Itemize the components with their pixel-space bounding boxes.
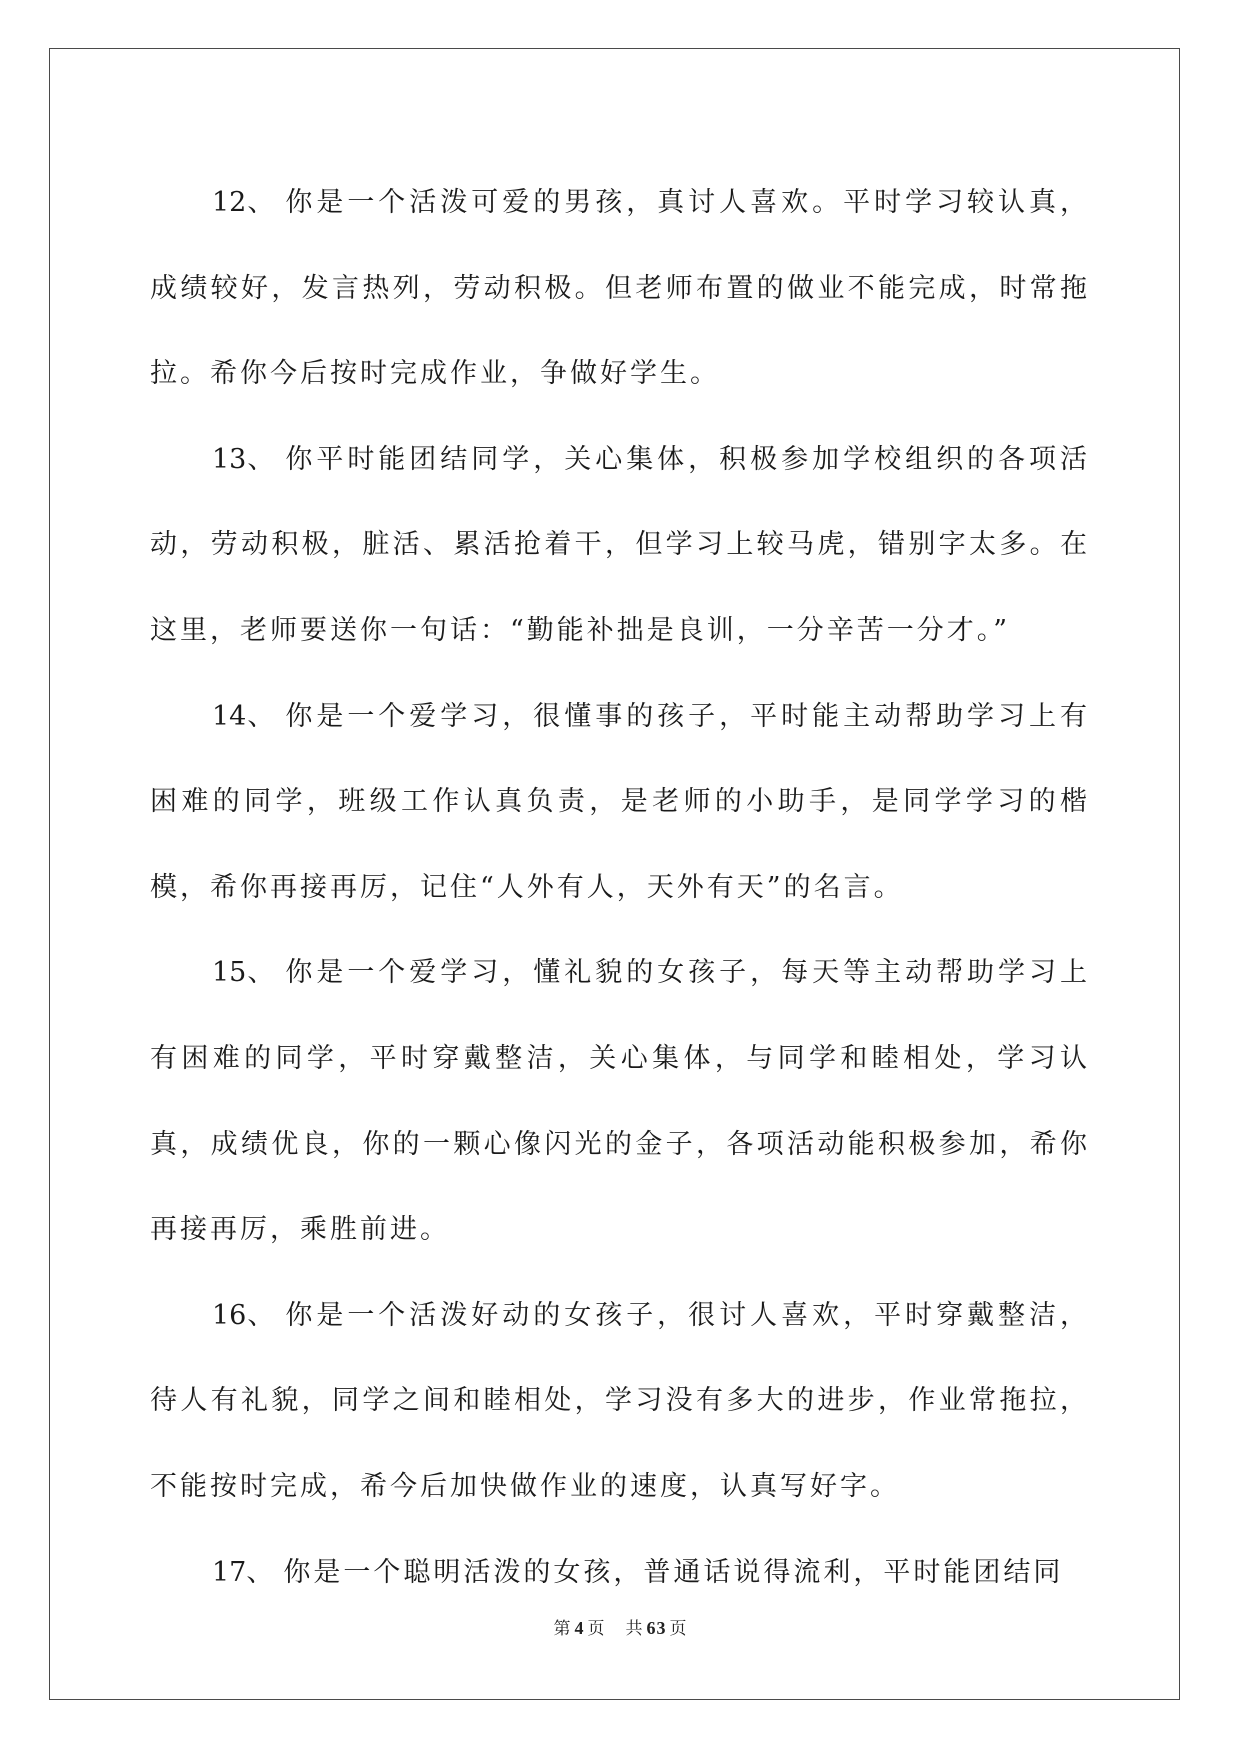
paragraph-text: 你是一个活泼可爱的男孩，真讨人喜欢。平时学习较认真，成绩较好，发言热列，劳动积极。但老师布置的做业不能完成，时常拖拉。希你今后按时完成作业，争做好学生。 (150, 187, 1091, 390)
paragraph-14 (150, 674, 1090, 931)
paragraph-number: 13、 (212, 443, 276, 475)
paragraph-text: 你平时能团结同学，关心集体，积极参加学校组织的各项活动，劳动积极，脏活、累活抢着干，但学习上较马虎，错别字太多。在这里，老师要送你一句话：“勤能补拙是良训，一分辛苦一分才。” (150, 443, 1091, 646)
document-body (150, 160, 1090, 1615)
total-prefix: 共 (625, 1619, 644, 1639)
paragraph-number: 15、 (212, 957, 276, 989)
page-footer (0, 1614, 1241, 1639)
paragraph-15 (150, 930, 1090, 1272)
paragraph-17 (150, 1530, 1090, 1616)
paragraph-number: 14、 (212, 700, 276, 732)
paragraph-text: 你是一个聪明活泼的女孩，普通话说得流利，平时能团结同 (283, 1556, 1064, 1588)
total-page-count: 63 (646, 1618, 667, 1638)
paragraph-number: 17、 (212, 1556, 274, 1588)
current-page-number: 4 (574, 1618, 585, 1638)
page-prefix: 第 (553, 1619, 572, 1639)
total-unit: 页 (669, 1619, 688, 1639)
paragraph-number: 12、 (212, 187, 276, 218)
page-unit: 页 (587, 1619, 606, 1639)
paragraph-text: 你是一个爱学习，懂礼貌的女孩子，每天等主动帮助学习上有困难的同学，平时穿戴整洁，关心集体，与同学和睦相处，学习认真，成绩优良，你的一颗心像闪光的金子，各项活动能积极参加，希你再接再厉，乘胜前进。 (150, 957, 1091, 1246)
paragraph-text: 你是一个活泼好动的女孩子，很讨人喜欢，平时穿戴整洁，待人有礼貌，同学之间和睦相处，学习没有多大的进步，作业常拖拉，不能按时完成，希今后加快做作业的速度，认真写好字。 (150, 1299, 1091, 1502)
paragraph-16 (150, 1273, 1090, 1530)
paragraph-12 (150, 160, 1090, 417)
paragraph-number: 16、 (212, 1299, 276, 1331)
paragraph-text: 你是一个爱学习，很懂事的孩子，平时能主动帮助学习上有困难的同学，班级工作认真负责，是老师的小助手，是同学学习的楷模，希你再接再厉，记住“人外有人，天外有天”的名言。 (150, 700, 1091, 903)
paragraph-13 (150, 417, 1090, 674)
